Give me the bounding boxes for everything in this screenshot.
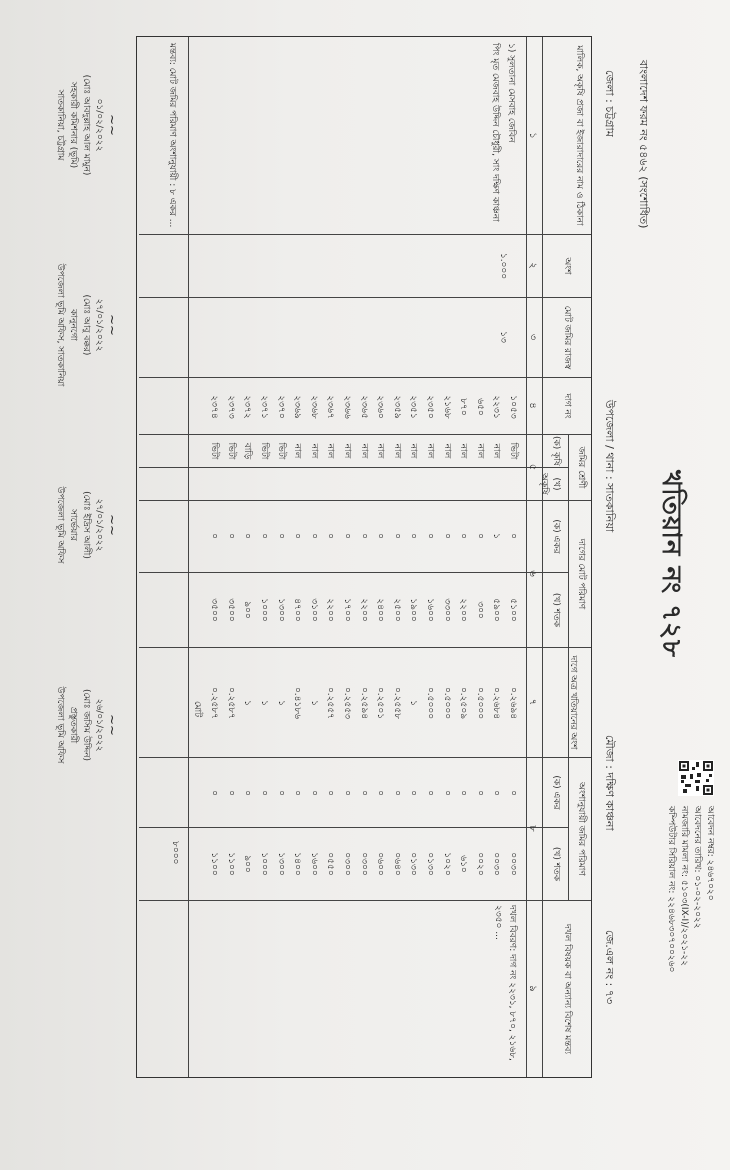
dag-number: ২৩৬০ — [375, 395, 386, 419]
col-remarks-header: দখল বিষয়ক বা অন্যান্য বিশেষ মন্তব্য — [562, 923, 572, 1055]
land-class: নাল — [292, 443, 303, 459]
dag-share: ০.২৫৮৭ — [209, 686, 220, 720]
dag-share: ০.২৫৫৮ — [391, 686, 402, 720]
dag-share: ০.২৫৫৭ — [325, 686, 336, 720]
dag-share: ০.২৫০১ — [375, 686, 386, 720]
land-amount-acre: ০ — [491, 790, 502, 796]
land-amount-acre: ০ — [375, 790, 386, 796]
land-amount-decimal: ১৩০০ — [275, 852, 286, 876]
total-value: ৮০০০ — [170, 841, 180, 865]
land-amount-acre: ০ — [259, 790, 269, 796]
signature-mark: ~~ — [104, 114, 119, 136]
dag-share: ১ — [308, 700, 319, 706]
dag-total-acre: ০ — [508, 533, 518, 539]
dag-total-decimal: ১৯০০ — [408, 598, 419, 622]
khatian-number-title: খতিয়ান নং ৭২৮ — [656, 470, 686, 658]
district-label: জেলা : চট্টগ্রাম — [603, 70, 616, 137]
dag-total-acre: ০ — [458, 533, 469, 539]
dag-share: ১ — [408, 700, 419, 706]
land-amount-acre: ০ — [325, 790, 336, 796]
col-number: ৪ — [527, 402, 538, 409]
revenue-value: ১৩ — [498, 331, 508, 343]
land-class: নাল — [375, 443, 386, 459]
signature-block — [53, 440, 118, 610]
col-dag-header: দাগ নং — [562, 393, 572, 419]
col-number: ৩ — [527, 333, 538, 341]
dag-total-acre: ০ — [292, 533, 303, 539]
signatory-name: (মোঃ আবু বক্কর) — [81, 294, 91, 356]
signatory-role: প্রস্তুতকারী — [68, 706, 78, 744]
land-amount-acre: ০ — [391, 790, 402, 796]
land-class: বাড়ি — [242, 442, 253, 460]
col-number: ১ — [527, 132, 538, 139]
land-class: নাল — [308, 443, 319, 459]
col-class-agri: (ক) কৃষি — [551, 435, 561, 466]
dag-share: ১ — [259, 700, 269, 706]
dag-share: ০.৪১৮৬ — [292, 686, 303, 720]
dag-share: ০.২৬৯৪ — [508, 686, 518, 720]
dag-total-decimal: ২২০০ — [358, 598, 369, 622]
signature-mark: ~~ — [104, 314, 119, 336]
col-land-amount-b: (খ) শতক — [551, 846, 561, 882]
dag-total-acre: ০ — [375, 533, 386, 539]
dag-total-decimal: ৯০০ — [242, 601, 253, 619]
dag-total-acre: ০ — [325, 533, 336, 539]
dag-total-decimal: ৪৭০০ — [292, 598, 303, 622]
mouza-label: মৌজা : দক্ষিণ কাঞ্চনা — [603, 735, 616, 831]
dag-share: ০.৫০০০ — [441, 686, 452, 720]
dag-total-decimal: ৫১০০ — [508, 598, 518, 622]
dag-total-decimal: ৩৩০০ — [441, 598, 452, 622]
signature-date: ২৭/০১/২০২২ — [94, 298, 104, 352]
signatory-place: সাতকানিয়া, চট্টগ্রাম — [55, 89, 65, 161]
land-class: নাল — [491, 443, 502, 459]
dag-number: ২৩৬৯ — [292, 395, 303, 419]
dag-total-acre: ০ — [474, 533, 485, 539]
dag-number: ২৩৫৯ — [391, 395, 402, 419]
land-amount-decimal: ১০০০ — [259, 852, 269, 876]
land-class: নাল — [358, 443, 369, 459]
land-class: নাল — [391, 443, 402, 459]
land-class: ভিটা — [275, 442, 286, 460]
signature-block — [53, 240, 118, 410]
dag-number: ২৩৬৫ — [358, 395, 369, 419]
land-amount-acre: ০ — [225, 790, 236, 796]
dag-total-acre: ০ — [408, 533, 419, 539]
dag-total-decimal: ২২০০ — [458, 598, 469, 622]
col-land-amount-a: (ক) একর — [551, 775, 561, 810]
col-class-header: জমির শ্রেণী — [576, 446, 586, 489]
dag-number: ৮৭০ — [458, 398, 469, 416]
signature-date: ২৭/০১/২০২২ — [94, 498, 104, 552]
signature-mark: ~~ — [104, 714, 119, 736]
land-amount-decimal: ১৬০০ — [308, 852, 319, 876]
land-class: নাল — [458, 443, 469, 459]
dag-total-decimal: ৫৯০০ — [491, 598, 502, 622]
dag-number: ৬৫০ — [474, 398, 485, 416]
signatory-name: (মোঃ আবদুল্লাহ আল মামুন) — [81, 74, 91, 176]
signatory-place: উপজেলা ভূমি অফিস — [55, 686, 65, 764]
land-amount-decimal: ০৬৪০ — [391, 852, 402, 876]
share-value: ১.০০০ — [498, 252, 508, 280]
application-date: আবেদনের তারিখ: ০১-০২-২০২২ — [692, 806, 702, 929]
land-class: ভিটা — [225, 442, 236, 460]
col-land-amount-header: অংশানুযায়ী জমির পরিমাণ — [576, 782, 586, 876]
footer-note: মন্তব্য: মোট জমির পরিমাণ অংশানুযায়ী : ৮ একর ... — [167, 43, 177, 228]
case-number: নামজারি মামলা নং: ৫১০৩(IX-I)/২০২১-২২ — [679, 806, 689, 967]
col-dag-total-header: দাগের মোট পরিমাণ — [576, 538, 586, 610]
dag-number: ২৩৬৭ — [325, 395, 336, 419]
dag-share: ০.২৫৮৭ — [225, 686, 236, 720]
dag-total-acre: ০ — [391, 533, 402, 539]
land-amount-acre: ০ — [358, 790, 369, 796]
land-amount-acre: ০ — [408, 790, 419, 796]
land-amount-acre: ০ — [292, 790, 303, 796]
form-title: বাংলাদেশ ফরম নং ৫৪৬২ (সংশোধিত) — [637, 60, 650, 229]
dag-share: ০.২৫০৯ — [458, 686, 469, 720]
application-meta — [664, 806, 716, 972]
land-amount-decimal: ১১০০ — [225, 852, 236, 876]
col-number: ২ — [527, 262, 538, 269]
dag-total-decimal: ১৭০০ — [342, 598, 352, 622]
col-owner-header: মালিক, অকৃষি প্রজা বা ইজারাদারের নাম ও ঠিকানা — [574, 45, 584, 226]
dag-number: ২১৬৮ — [441, 395, 452, 419]
land-amount-decimal: ১১০০ — [209, 852, 220, 876]
dag-total-acre: ০ — [259, 533, 269, 539]
dag-total-acre: ০ — [308, 533, 319, 539]
dag-number: ২৩৫১ — [408, 395, 419, 419]
land-amount-decimal: ০০৩০ — [491, 852, 502, 876]
signatory-place: উপজেলা ভূমি অফিস, সাতকানিয়া — [55, 263, 65, 387]
total-label: মোট — [192, 701, 202, 718]
land-amount-decimal: ০১৩০ — [425, 852, 435, 876]
col-number: ৬ — [527, 570, 538, 577]
dag-total-acre: ০ — [242, 533, 253, 539]
dag-total-acre: ১ — [491, 533, 502, 539]
signature-block — [53, 40, 118, 210]
dag-share: ০.২৫৯৪ — [358, 686, 369, 720]
land-amount-acre: ০ — [458, 790, 469, 796]
land-amount-decimal: ০৬০০ — [375, 852, 386, 876]
application-number: আবেদন নম্বর: ২৪৬৭০২০ — [705, 806, 715, 901]
jl-number-label: জে.এল নং : ৭৩ — [603, 930, 616, 1005]
land-amount-acre: ০ — [308, 790, 319, 796]
land-amount-acre: ০ — [508, 790, 518, 796]
dag-total-acre: ০ — [342, 533, 352, 539]
land-class: ভিটা — [209, 442, 220, 460]
owner-entry: ১) সুলতানা মেসবাহ জেবিন পিং মৃত মেজবাহ উদ্দিন চৌধুরী, সাং দক্ষিণ কাঞ্চনা — [490, 43, 516, 222]
land-class: নাল — [342, 443, 352, 459]
land-amount-decimal: ০৩০০ — [342, 852, 352, 876]
land-amount-acre: ০ — [474, 790, 485, 796]
qr-code-icon — [678, 760, 714, 796]
land-class: নাল — [474, 443, 485, 459]
dag-number: ২৩৬৬ — [342, 395, 352, 419]
dag-total-decimal: ১৩০০ — [275, 598, 286, 622]
dag-share: ১ — [242, 700, 253, 706]
dag-number: ২৩৭৩ — [225, 395, 236, 419]
land-class: ভিটা — [508, 442, 518, 460]
dag-total-decimal: ৩৫০০ — [225, 598, 236, 622]
land-amount-acre: ০ — [209, 790, 220, 796]
dag-total-decimal: ২৫০০ — [391, 598, 402, 622]
col-class-nonagri: (খ) অকৃষি — [539, 473, 561, 495]
dag-total-acre: ০ — [425, 533, 435, 539]
land-amount-acre: ০ — [242, 790, 253, 796]
signatory-name: (মোঃ ইদ্রিস আলী) — [81, 491, 91, 559]
col-number: ৭ — [527, 698, 538, 706]
land-class: ভিটা — [259, 442, 269, 460]
signature-mark: ~~ — [104, 514, 119, 536]
dag-total-decimal: ৩০০ — [474, 601, 485, 619]
signatory-place: উপজেলা ভূমি অফিস — [55, 486, 65, 564]
dag-total-acre: ০ — [209, 533, 220, 539]
col-share-in-dag-header: দাগে অত্র খতিয়ানের অংশ — [568, 655, 578, 750]
signature-date: ২৬/০১/২০২২ — [94, 698, 104, 752]
signature-block — [53, 640, 118, 810]
col-number: ৮ — [527, 825, 538, 832]
dag-share: ০.৫০০০ — [425, 686, 435, 720]
land-amount-decimal: ১০২০ — [441, 852, 452, 876]
land-class: নাল — [408, 443, 419, 459]
dag-number: ২৩৭১ — [259, 395, 269, 419]
land-class: নাল — [325, 443, 336, 459]
land-class: নাল — [441, 443, 452, 459]
col-revenue-header: মোট জমির রাজস্ব — [562, 305, 572, 370]
col-dag-total-a: (ক) একর — [551, 519, 561, 554]
land-class: নাল — [425, 443, 435, 459]
dag-total-decimal: ১০০০ — [259, 598, 269, 622]
dag-total-decimal: ১৬০০ — [425, 598, 435, 622]
dag-total-acre: ০ — [225, 533, 236, 539]
dag-total-acre: ০ — [358, 533, 369, 539]
col-dag-total-b: (খ) শতক — [551, 592, 561, 628]
signature-date: ০১/০২/২০২২ — [94, 98, 104, 152]
land-amount-decimal: ০০২০ — [474, 852, 485, 876]
land-amount-decimal: ০১৩০ — [408, 852, 419, 876]
dag-number: ২২৩১ — [491, 395, 502, 419]
dag-number: ২৩৭২ — [242, 395, 253, 419]
dag-share: ০.২৫৫৩ — [342, 686, 352, 720]
land-amount-decimal: ১৪০০ — [292, 852, 303, 876]
dag-share: ০.৫০০০ — [474, 686, 485, 720]
dag-total-acre: ০ — [441, 533, 452, 539]
land-amount-decimal: ৬১০ — [458, 855, 469, 873]
land-amount-decimal: ০৩০০ — [358, 852, 369, 876]
dag-total-acre: ০ — [275, 533, 286, 539]
col-share-header: অংশ — [562, 257, 572, 275]
dag-share: ১ — [275, 700, 286, 706]
dag-number: ২৩৭০ — [275, 395, 286, 419]
land-amount-acre: ০ — [275, 790, 286, 796]
remarks-text: দখল বিবরণ: দাগ নং ২২৩১, ৮৭০, ২১৬৮, ২৩৫০ ... — [493, 905, 517, 1061]
dag-share: ০.২৬৮৪ — [491, 686, 502, 720]
signatory-role: সার্ভেয়ার — [68, 509, 78, 541]
land-amount-acre: ০ — [425, 790, 435, 796]
col-number: ৫ — [527, 463, 538, 471]
dag-number: ২৩৭৪ — [209, 395, 220, 419]
land-amount-decimal: ০০৩০ — [508, 852, 518, 876]
khatian-table — [136, 36, 592, 1078]
land-amount-decimal: ০৫৫০ — [325, 852, 336, 876]
signatory-role: সহকারী কমিশনার (ভূমি) — [68, 81, 78, 169]
land-amount-decimal: ৯০০ — [242, 855, 253, 873]
computer-serial: কম্পিউটার সিরিয়াল নং: ২২৪৬৮৩০৭০০২৬০ — [666, 806, 676, 973]
dag-total-decimal: ২৪০০ — [375, 598, 386, 622]
dag-number: ২৩৫০ — [425, 395, 435, 419]
signatory-name: (মোঃ জসিম উদ্দিন) — [81, 689, 91, 761]
land-amount-acre: ০ — [342, 790, 352, 796]
col-number: ৯ — [527, 985, 538, 992]
land-amount-acre: ০ — [441, 790, 452, 796]
signatory-role: কানুনগো — [68, 309, 78, 341]
dag-total-decimal: ৩১০০ — [308, 598, 319, 622]
dag-number: ২৩৬৮ — [308, 395, 319, 419]
upazila-label: উপজেলা / থানা : সাতকানিয়া — [603, 400, 616, 533]
dag-number: ১০৫৩ — [508, 395, 518, 419]
dag-total-decimal: ৩৫০০ — [209, 598, 220, 622]
dag-total-decimal: ২২০০ — [325, 598, 336, 622]
